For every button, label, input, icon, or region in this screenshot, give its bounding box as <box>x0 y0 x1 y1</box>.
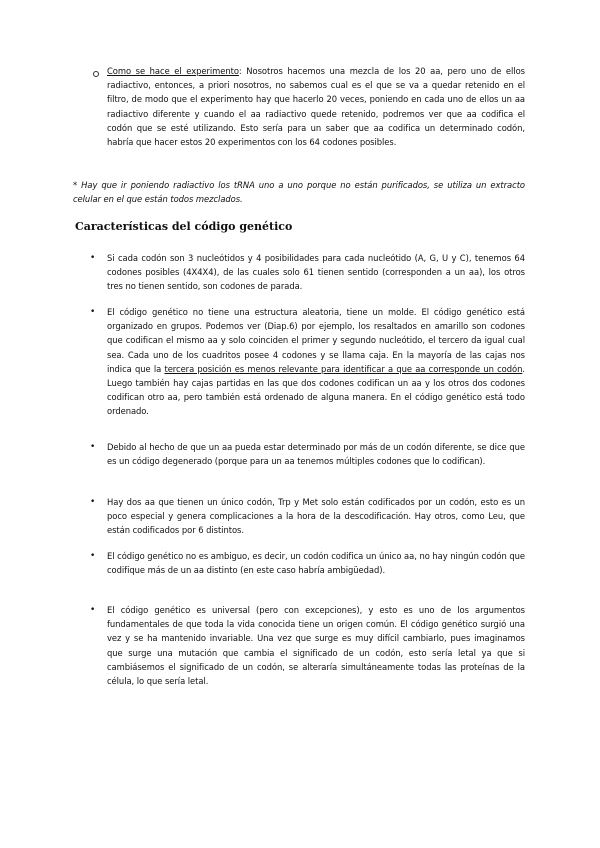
bullet-item-degenerate: Debido al hecho de que un aa pueda estar determinado por más de un codón diferente, se dice que es un código degenerado (porque para un aa tenemos múltiples codones que lo codifican). <box>107 442 525 467</box>
bullet-item-structure <box>107 305 525 419</box>
bullet-icon: • <box>90 497 96 507</box>
structure-text-end: . Luego también hay cajas partidas en las que dos codones codifican un aa y los otros dos codones codifican otro aa, pero también está ordenado de alguna manera. En el código genético está todo ordenado. <box>107 363 525 417</box>
bullet-icon: • <box>90 442 96 452</box>
bullet-item-universal: El código genético es universal (pero con excepciones), y esto es uno de los argumentos fundamentales de que toda la vida conocida tiene un origen común. El código genético surgió una vez y se ha mantenido invariable. Una vez que surge es muy difícil cambiarlo, pues imaginamos que surge una mutación que cambia el significado de un codón, esto sería letal ya que si cambiásemos el significado de un codón, se alteraría simultáneamente todas las proteínas de la célula, lo que sería letal. <box>107 605 525 687</box>
structure-underlined-text: tercera posición es menos relevante para identificar a que aa corresponde un codón <box>164 363 523 374</box>
bullet-item-unique-codon: Hay dos aa que tienen un único codón, Trp y Met solo están codificados por un codón, esto es un poco especial y genera complicaciones a la hora de la descodificación. Hay otros, como Leu, que están codificados por 6 distintos. <box>107 497 525 536</box>
bullet-item-not-ambiguous: El código genético no es ambiguo, es decir, un codón codifica un único aa, no hay ningún codón que codifique más de un aa distinto (en este caso habría ambigüedad). <box>107 551 525 576</box>
structure-text-start: El código genético no tiene una estructura aleatoria, tiene un molde. El código genético está organizado en grupos. Podemos ver (Diap.6) por ejemplo, los resaltados en amarillo son codones que codifican el mismo aa y solo coinciden el primer y segundo nucleótido, el tercero da igual cual sea. Cada uno de los cuadritos posee 4 codones y se llama caja. En la mayoría de las cajas nos indica que la <box>107 307 525 374</box>
experiment-text: : Nosotros hacemos una mezcla de los 20 aa, pero uno de ellos radiactivo, entonces, a priori nosotros, no sabemos cual es el que se va a quedar retenido en el filtro, de modo que el experimento hay que hacerlo 20 veces, poniendo en cada uno de ellos un aa radiactivo diferente y cuando el aa radiactivo quede retenido, podremos ver que aa codifica el codón que se esté utilizando. Esto sería para un saber que aa codifica un determinado codón, habría que hacer estos 20 experimentos con los 64 codones posibles. <box>107 66 525 148</box>
bullet-icon: • <box>90 551 96 561</box>
experiment-paragraph <box>107 64 525 149</box>
bullet-item-codons: Si cada codón son 3 nucleótidos y 4 posibilidades para cada nucleótido (A, G, U y C), tenemos 64 codones posibles (4X4X4), de las cuales solo 61 tienen sentido (corresponden a un aa), los otros tres no tienen sentido, son codones de parada. <box>107 253 525 292</box>
bullet-icon: • <box>90 605 96 615</box>
bullet-icon: • <box>90 307 96 317</box>
circle-bullet-icon <box>93 71 99 77</box>
section-heading: Características del código genético <box>75 220 293 233</box>
bullet-icon: • <box>90 253 96 263</box>
experiment-heading: Como se hace el experimento <box>107 66 239 76</box>
note-paragraph: * Hay que ir poniendo radiactivo los tRNA uno a uno porque no están purificados, se utiliza un extracto celular en el que están todos mezclados. <box>73 180 525 205</box>
